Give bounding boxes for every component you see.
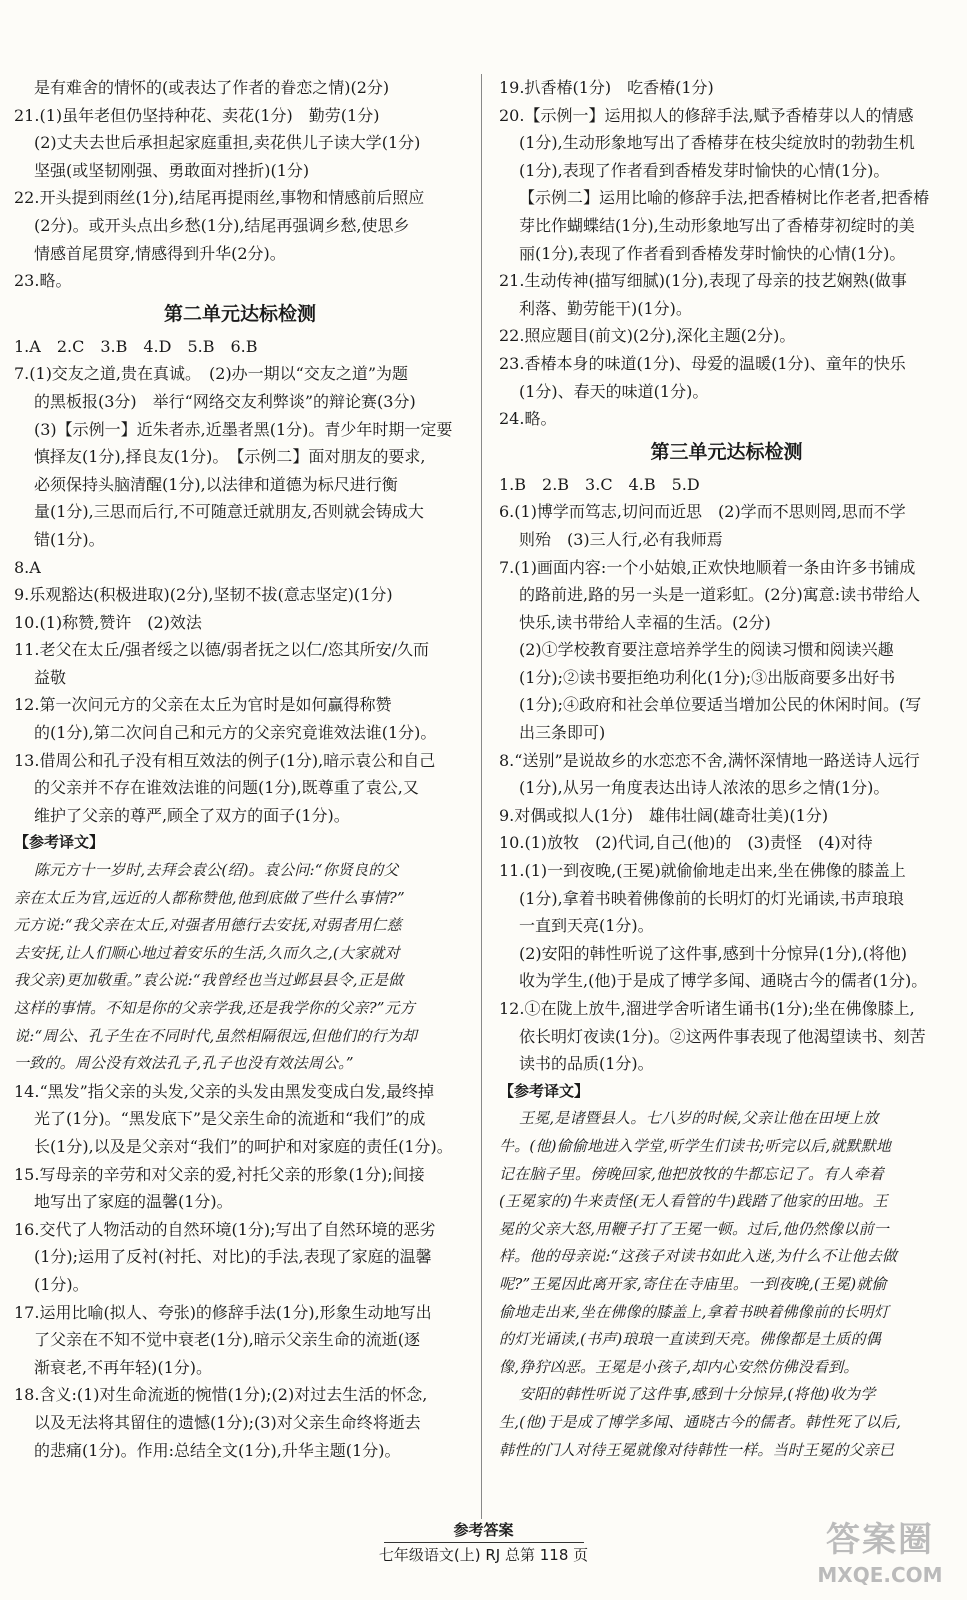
answer-line: 19.扒香椿(1分) 吃香椿(1分)	[499, 78, 714, 97]
answer-line: (1分),生动形象地写出了香椿芽在枝尖绽放时的勃勃生机	[519, 133, 915, 153]
answer-line: 20.【示例一】运用拟人的修辞手法,赋予香椿芽以人的情感	[499, 105, 914, 125]
answer-line: 益敬	[34, 667, 67, 687]
translation-line: 我父亲)更加敬重。”袁公说:“我曾经也当过邺县县令,正是做	[14, 971, 404, 990]
answer-line: (3)【示例一】近朱者赤,近墨者黑(1分)。青少年时期一定要	[34, 419, 453, 439]
answer-line: 9.乐观豁达(积极进取)(2分),坚韧不拔(意志坚定)(1分)	[14, 585, 393, 605]
footer-header: 参考答案	[453, 1521, 514, 1539]
translation-line: 的灯光诵读,(书声)琅琅一直读到天亮。佛像都是土质的偶	[499, 1330, 881, 1349]
footer-edition: RJ	[485, 1546, 501, 1564]
translation-line: 这样的事情。不知是你的父亲学我,还是我学你的父亲?”元方	[14, 999, 416, 1017]
answer-line: 依长明灯夜读(1分)。②这两件事表现了他渴望读书、刻苦	[519, 1026, 926, 1046]
translation-line: 记在脑子里。傍晚回家,他把放牧的牛都忘记了。有人牵着	[499, 1164, 884, 1183]
answer-line: 14.“黑发”指父亲的头发,父亲的头发由黑发变成白发,最终掉	[14, 1081, 434, 1101]
answer-line: 是有难舍的情怀的(或表达了作者的眷恋之情)(2分)	[34, 78, 390, 97]
answer-line: 维护了父亲的尊严,顾全了双方的面子(1分)。	[34, 805, 350, 825]
answer-line: 【示例二】运用比喻的修辞手法,把香椿树比作老者,把香椿	[519, 188, 930, 208]
answer-line: 7.(1)画面内容:一个小姑娘,正欢快地顺着一条由许多书铺成	[499, 557, 916, 577]
translation-line: 安阳的韩性听说了这件事,感到十分惊异,(将他)收为学	[519, 1385, 876, 1404]
answer-line: 的路前进,路的另一头是一道彩虹。(2分)寓意:读书带给人	[519, 585, 921, 605]
translation-line: 冕的父亲大怒,用鞭子打了王冕一顿。过后,他仍然像以前一	[499, 1219, 889, 1238]
answer-line: 光了(1分)。“黑发底下”是父亲生命的流逝和“我们”的成	[34, 1109, 426, 1129]
answer-line: 出三条即可)	[519, 723, 606, 743]
answer-line: 的黑板报(3分) 举行“网络交友利弊谈”的辩论赛(3分)	[34, 391, 416, 411]
translation-line: 说:“周公、孔子生在不同时代,虽然相隔很远,但他们的行为却	[14, 1026, 418, 1045]
answer-line: 的悲痛(1分)。作用:总结全文(1分),升华主题(1分)。	[34, 1440, 401, 1460]
footer-rule	[384, 1542, 584, 1543]
watermark-url: MXQE.COM	[817, 1563, 943, 1587]
answer-line: 8.A	[14, 557, 41, 577]
answer-line: 8.“送别”是说故乡的水恋恋不舍,满怀深情地一路送诗人远行	[499, 750, 920, 770]
answer-line: 21.(1)虽年老但仍坚持种花、卖花(1分) 勤劳(1分)	[14, 105, 380, 125]
translation-line: 一致的。周公没有效法孔子,孔子也没有效法周公。”	[14, 1054, 354, 1073]
answer-line: 读书的品质(1分)。	[519, 1054, 654, 1074]
answer-line: 错(1分)。	[34, 529, 105, 549]
answer-line: 12.①在陇上放牛,溜进学舍听诸生诵书(1分);坐在佛像膝上,	[499, 999, 915, 1018]
answer-line: (1分),表现了作者看到香椿发芽时愉快的心情(1分)。	[519, 160, 890, 180]
reference-translation-heading: 【参考译文】	[499, 1081, 590, 1100]
answer-line: 10.(1)称赞,赞许 (2)效法	[14, 612, 202, 632]
answer-line: 21.生动传神(描写细腻)(1分),表现了母亲的技艺娴熟(做事	[499, 271, 907, 291]
answer-line: 9.对偶或拟人(1分) 雄伟壮阔(雄奇壮美)(1分)	[499, 805, 829, 825]
answer-line: 长(1分),以及是父亲对“我们”的呵护和对家庭的责任(1分)。	[34, 1136, 453, 1156]
answer-line: 23.略。	[14, 271, 72, 291]
watermark-text: 答案圈	[826, 1520, 934, 1560]
answer-line: (1分),从另一角度表达出诗人浓浓的思乡之情(1分)。	[519, 778, 890, 798]
answer-line: (2)安阳的韩性听说了这件事,感到十分惊异(1分),(将他)	[519, 943, 907, 963]
answer-line: 收为学生,(他)于是成了博学多闻、通晓古今的儒者(1分)。	[519, 971, 928, 991]
answer-line: 22.开头提到雨丝(1分),结尾再提雨丝,事物和情感前后照应	[14, 188, 425, 208]
translation-line: 韩性的门人对待王冕就像对待韩性一样。当时王冕的父亲已	[499, 1440, 895, 1459]
answer-line: (1分);运用了反衬(衬托、对比)的手法,表现了家庭的温馨	[34, 1247, 432, 1267]
watermark-logo	[800, 1518, 960, 1596]
answer-line: 13.借周公和孔子没有相互效法的例子(1分),暗示袁公和自己	[14, 750, 436, 770]
translation-line: 偷地走出来,坐在佛像的膝盖上,拿着书映着佛像前的长明灯	[499, 1302, 889, 1321]
column-divider	[481, 74, 482, 1519]
answer-line: (1分),拿着书映着佛像前的长明灯的灯光诵读,书声琅琅	[519, 888, 904, 908]
answer-line: (1分)。	[34, 1274, 89, 1294]
answer-line: 10.(1)放牧 (2)代词,自己(他)的 (3)责怪 (4)对待	[499, 833, 873, 853]
answer-line: 坚强(或坚韧刚强、勇敢面对挫折)(1分)	[34, 160, 310, 180]
answer-line: (2)①学校教育要注意培养学生的阅读习惯和阅读兴趣	[519, 640, 894, 660]
right-column	[499, 74, 954, 1464]
answer-line: 7.(1)交友之道,贵在真诚。 (2)办一期以“交友之道”为题	[14, 364, 409, 384]
answer-line: 15.写母亲的辛劳和对父亲的爱,衬托父亲的形象(1分);间接	[14, 1164, 425, 1184]
answer-line: 1.A 2.C 3.B 4.D 5.B 6.B	[14, 336, 258, 356]
translation-line: 像,狰狞凶恶。王冕是小孩子,却内心安然仿佛没看到。	[499, 1357, 859, 1376]
translation-line: (王冕家的)牛来责怪(无人看管的牛)践踏了他家的田地。王	[499, 1192, 889, 1211]
answer-line: 24.略。	[499, 409, 557, 429]
answer-line: (1分)、春天的味道(1分)。	[519, 381, 709, 401]
answer-line: 利落、勤劳能干)(1分)。	[519, 298, 692, 318]
footer-page-number: 总第 118 页	[504, 1546, 589, 1564]
section-title: 第二单元达标检测	[163, 302, 316, 325]
answer-line: 慎择友(1分),择良友(1分)。 【示例二】面对朋友的要求,	[34, 447, 426, 467]
answer-line: 16.交代了人物活动的自然环境(1分);写出了自然环境的恶劣	[14, 1219, 436, 1239]
answer-line: 地写出了家庭的温馨(1分)。	[34, 1192, 233, 1212]
answer-line: 必须保持头脑清醒(1分),以法律和道德为标尺进行衡	[34, 474, 398, 494]
answer-line: 的(1分),第二次问自己和元方的父亲究竟谁效法谁(1分)。	[34, 723, 437, 743]
translation-line: 生,(他)于是成了博学多闻、通晓古今的儒者。韩性死了以后,	[499, 1412, 902, 1431]
answer-line: 11.(1)一到夜晚,(王冕)就偷偷地走出来,坐在佛像的膝盖上	[499, 861, 906, 881]
answer-line: 芽比作蝴蝶结(1分),生动形象地写出了香椿芽初绽时的美	[519, 215, 915, 235]
translation-line: 元方说:“我父亲在太丘,对强者用德行去安抚,对弱者用仁慈	[14, 916, 402, 935]
answer-line: 了父亲在不知不觉中衰老(1分),暗示父亲生命的流逝(逐	[34, 1330, 420, 1350]
translation-line: 样。他的母亲说:“这孩子对读书如此入迷,为什么不让他去做	[499, 1247, 898, 1266]
answer-line: 以及无法将其留住的遗憾(1分);(3)对父亲生命终将逝去	[34, 1412, 421, 1432]
answer-line: 23.香椿本身的味道(1分)、母爱的温暖(1分)、童年的快乐	[499, 353, 906, 373]
answer-line: 一直到天亮(1分)。	[519, 916, 654, 936]
answer-line: 量(1分),三思而后行,不可随意迁就朋友,否则就会铸成大	[34, 502, 424, 522]
left-column	[14, 74, 466, 1464]
answer-line: 渐衰老,不再年轻)(1分)。	[34, 1357, 212, 1377]
answer-line: 丽(1分),表现了作者看到香椿发芽时愉快的心情(1分)。	[519, 243, 906, 263]
reference-translation-heading: 【参考译文】	[14, 833, 105, 852]
translation-line: 亲在太丘为官,远近的人都称赞他,他到底做了些什么事情?”	[14, 888, 405, 907]
answer-line: 11.老父在太丘/强者绥之以德/弱者抚之以仁/恣其所安/久而	[14, 640, 430, 660]
translation-line: 呢?”王冕因此离开家,寄住在寺庙里。一到夜晚,(王冕)就偷	[499, 1274, 887, 1293]
answer-line: 则殆 (3)三人行,必有我师焉	[519, 529, 723, 549]
answer-line: 1.B 2.B 3.C 4.B 5.D	[499, 474, 700, 494]
answer-line: (2分)。或开头点出乡愁(1分),结尾再强调乡愁,使思乡	[34, 215, 410, 235]
answer-line: 22.照应题目(前文)(2分),深化主题(2分)。	[499, 326, 796, 346]
section-title: 第三单元达标检测	[650, 440, 803, 463]
translation-line: 去安抚,让人们顺心地过着安乐的生活,久而久之,(大家就对	[14, 943, 400, 962]
answer-line: 18.含义:(1)对生命流逝的惋惜(1分);(2)对过去生活的怀念,	[14, 1385, 428, 1405]
answer-line: 的父亲并不存在谁效法谁的问题(1分),既尊重了袁公,又	[34, 778, 419, 798]
answer-line: 17.运用比喻(拟人、夸张)的修辞手法(1分),形象生动地写出	[14, 1302, 432, 1322]
answer-line: 12.第一次问元方的父亲在太丘为官时是如何赢得称赞	[14, 695, 392, 715]
translation-line: 牛。(他)偷偷地进入学堂,听学生们读书;听完以后,就默默地	[499, 1136, 892, 1155]
answer-line: 快乐,读书带给人幸福的生活。(2分)	[519, 612, 771, 632]
answer-line: 情感首尾贯穿,情感得到升华(2分)。	[34, 243, 286, 263]
footer-grade: 七年级语文(上)	[378, 1546, 481, 1564]
translation-line: 王冕,是诸暨县人。七八岁的时候,父亲让他在田埂上放	[519, 1109, 879, 1128]
answer-line: (1分);④政府和社会单位要适当增加公民的休闲时间。(写	[519, 695, 922, 715]
answer-line: 6.(1)博学而笃志,切问而近思 (2)学而不思则罔,思而不学	[499, 502, 906, 522]
answer-line: (1分);②读书要拒绝功利化(1分);③出版商要多出好书	[519, 667, 896, 687]
answer-line: (2)丈夫去世后承担起家庭重担,卖花供儿子读大学(1分)	[34, 133, 421, 153]
translation-line: 陈元方十一岁时,去拜会袁公(绍)。袁公问:“你贤良的父	[34, 861, 399, 880]
